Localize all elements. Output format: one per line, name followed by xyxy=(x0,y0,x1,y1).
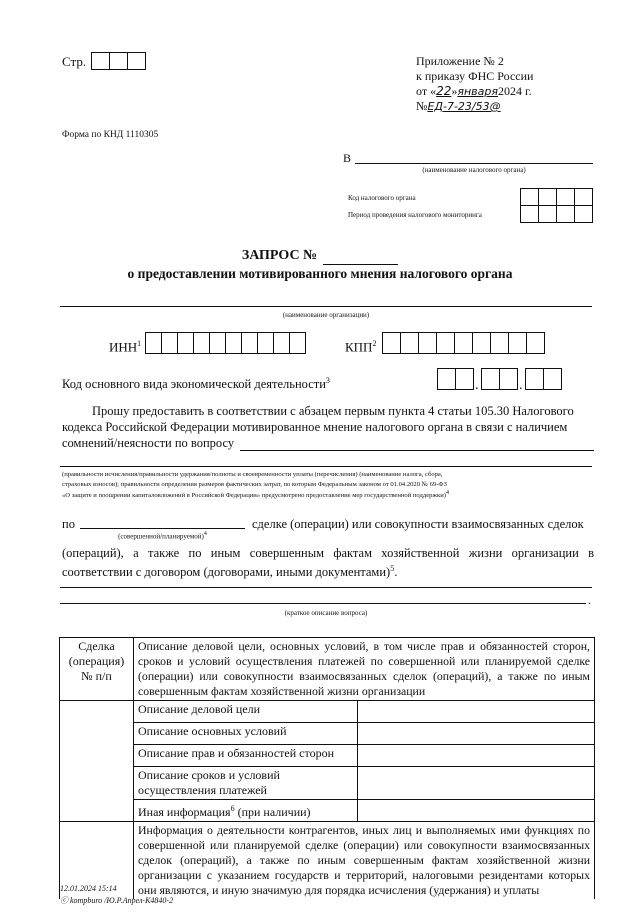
recipient-caption: (наименование налогового органа) xyxy=(422,166,526,174)
appendix-line1: Приложение № 2 xyxy=(416,54,504,68)
page-number-cells[interactable] xyxy=(91,52,146,70)
info-text: Информация о деятельности контрагентов, иных лиц и выполняемых ими функциях по совершенной или планируемой сделке (операции) или совокупности взаимосвязанных сделок (операций), а также по иным совершенным фактам хозяйственной жизни организации с указанием государств и территорий, налоговыми резидентами которых они являются, и иную значимую для порядка исчисления (удержания) и уплаты xyxy=(134,822,595,900)
row-label: Описание сроков и условий осуществления платежей xyxy=(134,767,358,800)
appendix-date: от «22»января2024 г. xyxy=(416,84,532,98)
kpp-label: КПП$^2$ xyxy=(345,339,377,355)
row-value[interactable] xyxy=(358,745,595,767)
row-label: Описание прав и обязанностей сторон xyxy=(134,745,358,767)
period-label: Период проведения налогового мониторинга xyxy=(348,211,482,219)
brief-dot: . xyxy=(588,593,591,607)
footer-doc-ref: ⓒ kompburo /Ю.Р.Апрел-К4840-2 xyxy=(60,896,174,905)
po-label: по xyxy=(62,517,75,531)
appendix-line2: к приказу ФНС России xyxy=(416,69,534,83)
question-line[interactable] xyxy=(240,438,594,451)
appendix-number: №ЕД-7-23/53@ xyxy=(416,99,501,113)
inn-label: ИНН$^1$ xyxy=(109,339,142,355)
authority-code-cells[interactable] xyxy=(520,188,593,206)
request-paragraph: Прошу предоставить в соответствии с абзацем первым пункта 4 статьи 105.30 Налогового кодекса Российской Федерации мотивированное мнение налогового органа в связи с наличием сомнений/неясности по вопросу xyxy=(62,403,594,451)
request-number-field[interactable] xyxy=(323,248,398,265)
main-table-wrap xyxy=(59,637,595,899)
deal-number-cell[interactable] xyxy=(60,701,134,822)
brief-line-1[interactable] xyxy=(60,587,592,588)
form-code: Форма по КНД 1110305 xyxy=(62,130,159,140)
row-label: Иная информация$^6$ (при наличии) xyxy=(134,800,358,822)
recipient-prefix: В xyxy=(343,151,352,165)
main-table xyxy=(59,637,595,899)
row-value[interactable] xyxy=(358,800,595,822)
deal-type-field[interactable] xyxy=(80,528,245,529)
brief-caption: (краткое описание вопроса) xyxy=(284,609,368,617)
question-line-2[interactable] xyxy=(60,466,592,467)
question-caption: (правильности исчисления/правильности удержания/полноты и своевременности уплаты (перечисления) (наименование налога, сбора, страховых взносов); правильности определения размеров фактических затрат, по которым Федеральным законом от 01.04.2020 № 69-ФЗ «О защите и поощрении капиталовложений в Российской Федерации» предусмотрено предоставление мер государственной поддержки)$^4$ xyxy=(62,471,449,500)
page-label: Стр. xyxy=(62,54,87,69)
row-value[interactable] xyxy=(358,723,595,745)
row-value[interactable] xyxy=(358,767,595,800)
appendix-block xyxy=(416,54,533,114)
row-value[interactable] xyxy=(358,701,595,723)
brief-line-2[interactable] xyxy=(60,603,586,604)
organization-caption: (наименование организации) xyxy=(282,311,370,319)
footer-timestamp: 12.01.2024 15:14 xyxy=(60,884,117,893)
col2-header: Описание деловой цели, основных условий, в том числе прав и обязанностей сторон, сроков и условий осуществления платежей по совершенной или планируемой сделке (операции) или совокупности взаимосвязанных сделок (операций), а также по иным совершенным фактам хозяйственной жизни организации xyxy=(134,638,595,701)
row-label: Описание основных условий xyxy=(134,723,358,745)
kpp-cells[interactable] xyxy=(382,332,545,354)
deal-line-c: соответствии с договором (договорами, иными документами)$^5$. xyxy=(62,564,398,580)
col1-header: Сделка (операция) № п/п xyxy=(60,638,134,701)
period-cells[interactable] xyxy=(520,205,593,223)
title-line1: ЗАПРОС № xyxy=(0,248,640,265)
deal-line-b: (операций), а также по иным совершенным фактам хозяйственной жизни организации в xyxy=(62,546,594,560)
okved-label: Код основного вида экономической деятельности$^3$ xyxy=(62,376,330,392)
organization-name-line[interactable] xyxy=(60,306,592,307)
row-label: Описание деловой цели xyxy=(134,701,358,723)
title-line2: о предоставлении мотивированного мнения налогового органа xyxy=(127,266,513,281)
inn-cells[interactable] xyxy=(145,332,306,354)
authority-code-label: Код налогового органа xyxy=(348,194,416,202)
deal-type-caption: (совершенной/планируемой)$^4$ xyxy=(118,531,207,541)
recipient-name-line[interactable] xyxy=(355,163,593,164)
deal-text: сделке (операции) или совокупности взаимосвязанных сделок xyxy=(252,517,584,531)
